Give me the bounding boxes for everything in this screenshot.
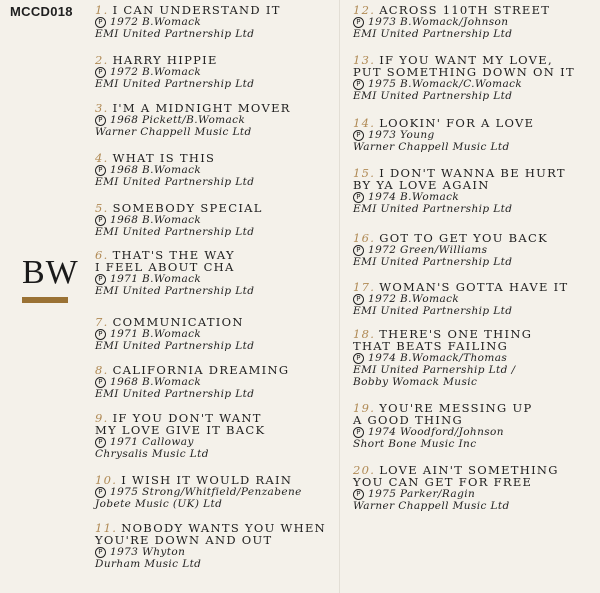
track-title-text: ACROSS 110TH STREET <box>379 3 551 17</box>
track-title-text: I'M A MIDNIGHT MOVER <box>112 101 291 115</box>
track-title-text: IF YOU WANT MY LOVE, <box>379 53 553 67</box>
track-credit-text: 1968 B.Womack <box>110 376 202 388</box>
track-credit-text: Warner Chappell Music Ltd <box>95 126 252 138</box>
track-number: 20. <box>353 463 376 477</box>
track-number: 16. <box>353 231 376 245</box>
phonogram-copyright-icon: P <box>95 67 106 78</box>
track-15 <box>353 167 566 215</box>
track-credit-text: EMI United Partnership Ltd <box>95 340 255 352</box>
catalog-number: MCCD018 <box>10 4 73 19</box>
track-credit-text: Warner Chappell Music Ltd <box>353 500 510 512</box>
track-title-text: I WISH IT WOULD RAIN <box>121 473 293 487</box>
track-credit-text: 1971 B.Womack <box>110 273 202 285</box>
track-copyright-line <box>95 328 254 340</box>
phonogram-copyright-icon: P <box>353 130 364 141</box>
track-title-line <box>95 316 254 328</box>
track-publisher-line <box>95 226 263 238</box>
column-divider <box>339 0 340 593</box>
track-3 <box>95 102 291 138</box>
track-publisher-line <box>95 340 254 352</box>
track-copyright-line <box>95 214 263 226</box>
track-number: 14. <box>353 116 376 130</box>
track-publisher-line <box>95 78 254 90</box>
track-title-text: COMMUNICATION <box>112 315 244 329</box>
track-publisher-line <box>353 305 568 317</box>
track-copyright-line <box>95 546 326 558</box>
track-12 <box>353 4 550 40</box>
track-publisher-line <box>353 28 550 40</box>
track-credit-text: EMI United Partnership Ltd <box>95 176 255 188</box>
track-title-line <box>353 340 532 352</box>
track-credit-text: 1973 Young <box>368 129 435 141</box>
track-credit-text: EMI United Partnership Ltd <box>353 256 513 268</box>
track-10 <box>95 474 302 510</box>
track-publisher-line <box>353 364 532 376</box>
track-number: 19. <box>353 401 376 415</box>
track-publisher-line <box>95 388 289 400</box>
phonogram-copyright-icon: P <box>95 547 106 558</box>
phonogram-copyright-icon: P <box>353 245 364 256</box>
track-credit-text: EMI United Partnership Ltd <box>353 203 513 215</box>
track-title-text: THAT BEATS FAILING <box>353 339 509 353</box>
track-credit-text: Bobby Womack Music <box>353 376 478 388</box>
track-credit-text: Jobete Music (UK) Ltd <box>95 498 223 510</box>
track-copyright-line <box>353 488 559 500</box>
track-number: 4. <box>95 151 109 165</box>
track-credit-text: 1974 Woodford/Johnson <box>368 426 504 438</box>
track-title-line <box>353 179 566 191</box>
track-9 <box>95 412 265 460</box>
track-publisher-line <box>353 500 559 512</box>
track-number: 3. <box>95 101 109 115</box>
track-title-text: YOU'RE MESSING UP <box>379 401 533 415</box>
track-credit-text: 1975 Parker/Ragin <box>368 488 476 500</box>
track-title-line <box>95 364 289 376</box>
track-title-text: PUT SOMETHING DOWN ON IT <box>353 65 575 79</box>
track-number: 15. <box>353 166 376 180</box>
track-title-line <box>353 4 550 16</box>
track-credit-text: EMI United Partnership Ltd <box>95 226 255 238</box>
track-number: 7. <box>95 315 109 329</box>
track-title-line <box>353 117 534 129</box>
phonogram-copyright-icon: P <box>95 377 106 388</box>
track-title-text: I DON'T WANNA BE HURT <box>379 166 566 180</box>
track-number: 6. <box>95 248 109 262</box>
track-credit-text: EMI United Partnership Ltd <box>95 388 255 400</box>
track-copyright-line <box>95 66 254 78</box>
track-copyright-line <box>353 16 550 28</box>
track-number: 18. <box>353 327 376 341</box>
track-credit-text: 1973 Whyton <box>110 546 186 558</box>
track-publisher-line <box>353 256 548 268</box>
bw-logo: BW <box>22 254 79 291</box>
track-title-line <box>95 152 254 164</box>
track-copyright-line <box>353 78 575 90</box>
track-publisher-line <box>353 376 532 388</box>
track-credit-text: Warner Chappell Music Ltd <box>353 141 510 153</box>
track-title-text: CALIFORNIA DREAMING <box>112 363 290 377</box>
track-title-line <box>95 4 281 16</box>
track-number: 2. <box>95 53 109 67</box>
track-copyright-line <box>353 293 568 305</box>
logo-underline <box>22 297 68 303</box>
track-credit-text: 1971 B.Womack <box>110 328 202 340</box>
track-credit-text: Durham Music Ltd <box>95 558 202 570</box>
track-11 <box>95 522 326 570</box>
track-title-text: IF YOU DON'T WANT <box>112 411 262 425</box>
phonogram-copyright-icon: P <box>95 215 106 226</box>
track-title-line <box>95 474 302 486</box>
track-credit-text: 1973 B.Womack/Johnson <box>368 16 509 28</box>
track-title-text: YOU CAN GET FOR FREE <box>353 475 533 489</box>
track-copyright-line <box>353 352 532 364</box>
phonogram-copyright-icon: P <box>353 353 364 364</box>
track-credit-text: 1968 Pickett/B.Womack <box>110 114 246 126</box>
track-title-text: SOMEBODY SPECIAL <box>112 201 263 215</box>
track-copyright-line <box>95 16 281 28</box>
track-title-line <box>353 476 559 488</box>
track-title-text: NOBODY WANTS YOU WHEN <box>121 521 327 535</box>
track-title-text: BY YA LOVE AGAIN <box>353 178 490 192</box>
track-20 <box>353 464 559 512</box>
track-16 <box>353 232 548 268</box>
track-credit-text: 1972 Green/Williams <box>368 244 488 256</box>
phonogram-copyright-icon: P <box>353 294 364 305</box>
track-copyright-line <box>95 436 265 448</box>
track-publisher-line <box>353 141 534 153</box>
track-credit-text: 1972 B.Womack <box>368 293 460 305</box>
track-19 <box>353 402 533 450</box>
track-number: 10. <box>95 473 118 487</box>
track-copyright-line <box>95 114 291 126</box>
track-title-text: MY LOVE GIVE IT BACK <box>95 423 266 437</box>
track-publisher-line <box>95 285 254 297</box>
track-title-text: THAT'S THE WAY <box>112 248 235 262</box>
track-6 <box>95 249 254 297</box>
track-2 <box>95 54 254 90</box>
track-credit-text: 1968 B.Womack <box>110 164 202 176</box>
track-title-text: WHAT IS THIS <box>112 151 216 165</box>
phonogram-copyright-icon: P <box>353 17 364 28</box>
track-copyright-line <box>353 426 533 438</box>
track-publisher-line <box>353 90 575 102</box>
track-copyright-line <box>95 164 254 176</box>
track-credit-text: EMI United Parnership Ltd / <box>353 364 516 376</box>
track-title-text: GOT TO GET YOU BACK <box>379 231 549 245</box>
track-title-text: LOOKIN' FOR A LOVE <box>379 116 535 130</box>
track-copyright-line <box>353 191 566 203</box>
track-title-text: WOMAN'S GOTTA HAVE IT <box>379 280 569 294</box>
track-publisher-line <box>353 438 533 450</box>
track-credit-text: 1974 B.Womack/Thomas <box>368 352 508 364</box>
track-title-text: THERE'S ONE THING <box>379 327 533 341</box>
phonogram-copyright-icon: P <box>353 79 364 90</box>
track-credit-text: EMI United Partnership Ltd <box>95 28 255 40</box>
track-credit-text: 1968 B.Womack <box>110 214 202 226</box>
track-publisher-line <box>95 176 254 188</box>
phonogram-copyright-icon: P <box>353 192 364 203</box>
track-number: 13. <box>353 53 376 67</box>
track-publisher-line <box>95 558 326 570</box>
track-4 <box>95 152 254 188</box>
track-credit-text: 1971 Calloway <box>110 436 194 448</box>
track-title-text: YOU'RE DOWN AND OUT <box>95 533 273 547</box>
track-number: 9. <box>95 411 109 425</box>
track-title-line <box>353 414 533 426</box>
track-credit-text: Short Bone Music Inc <box>353 438 477 450</box>
track-title-text: I CAN UNDERSTAND IT <box>112 3 281 17</box>
track-credit-text: EMI United Partnership Ltd <box>353 305 513 317</box>
track-number: 1. <box>95 3 109 17</box>
track-publisher-line <box>95 126 291 138</box>
track-title-text: HARRY HIPPIE <box>112 53 218 67</box>
track-credit-text: 1975 B.Womack/C.Womack <box>368 78 523 90</box>
track-copyright-line <box>95 376 289 388</box>
track-title-line <box>95 202 263 214</box>
track-credit-text: 1974 B.Womack <box>368 191 460 203</box>
track-7 <box>95 316 254 352</box>
track-14 <box>353 117 534 153</box>
track-title-text: A GOOD THING <box>353 413 463 427</box>
phonogram-copyright-icon: P <box>95 165 106 176</box>
track-13 <box>353 54 575 102</box>
track-publisher-line <box>353 203 566 215</box>
track-copyright-line <box>353 244 548 256</box>
track-17 <box>353 281 568 317</box>
phonogram-copyright-icon: P <box>95 115 106 126</box>
track-credit-text: 1972 B.Womack <box>110 16 202 28</box>
track-title-line <box>353 281 568 293</box>
phonogram-copyright-icon: P <box>95 274 106 285</box>
phonogram-copyright-icon: P <box>95 329 106 340</box>
track-title-text: I FEEL ABOUT CHA <box>95 260 235 274</box>
track-credit-text: EMI United Partnership Ltd <box>353 90 513 102</box>
phonogram-copyright-icon: P <box>353 489 364 500</box>
track-title-line <box>353 66 575 78</box>
track-number: 8. <box>95 363 109 377</box>
track-title-line <box>353 232 548 244</box>
track-credit-text: EMI United Partnership Ltd <box>95 78 255 90</box>
phonogram-copyright-icon: P <box>95 487 106 498</box>
track-credit-text: 1972 B.Womack <box>110 66 202 78</box>
track-credit-text: EMI United Partnership Ltd <box>95 285 255 297</box>
track-publisher-line <box>95 28 281 40</box>
track-number: 5. <box>95 201 109 215</box>
track-1 <box>95 4 281 40</box>
phonogram-copyright-icon: P <box>95 17 106 28</box>
track-8 <box>95 364 289 400</box>
phonogram-copyright-icon: P <box>95 437 106 448</box>
track-credit-text: 1975 Strong/Whitfield/Penzabene <box>110 486 302 498</box>
track-18 <box>353 328 532 388</box>
track-number: 12. <box>353 3 376 17</box>
track-title-line <box>95 54 254 66</box>
track-5 <box>95 202 263 238</box>
track-title-line <box>95 424 265 436</box>
track-copyright-line <box>95 486 302 498</box>
track-number: 11. <box>95 521 118 535</box>
track-publisher-line <box>95 448 265 460</box>
track-title-text: LOVE AIN'T SOMETHING <box>379 463 559 477</box>
track-credit-text: EMI United Partnership Ltd <box>353 28 513 40</box>
track-copyright-line <box>95 273 254 285</box>
track-publisher-line <box>95 498 302 510</box>
track-copyright-line <box>353 129 534 141</box>
track-credit-text: Chrysalis Music Ltd <box>95 448 209 460</box>
track-title-line <box>95 261 254 273</box>
phonogram-copyright-icon: P <box>353 427 364 438</box>
track-title-line <box>95 534 326 546</box>
track-title-line <box>95 102 291 114</box>
track-number: 17. <box>353 280 376 294</box>
